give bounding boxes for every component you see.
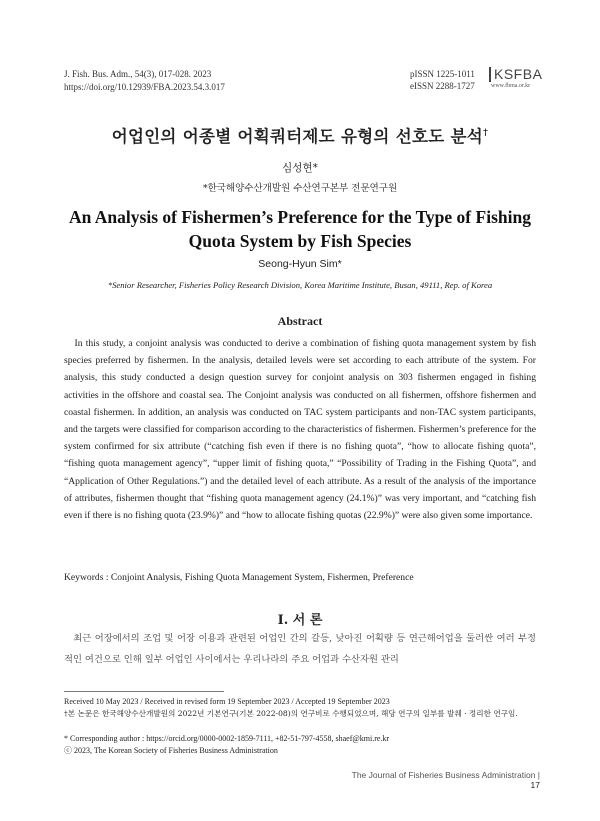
title-footnote-mark: † — [482, 127, 489, 139]
body-paragraph: 최근 어장에서의 조업 및 어장 이용과 관련된 어업인 간의 갈등, 낮아진 어획량 등 연근해어업을 둘러싼 여러 부정적인 여건으로 인해 일부 어업인 사이에서는 우리나라의 주요 어업과 수산자원 관리 — [64, 633, 536, 665]
journal-issue: J. Fish. Bus. Adm., 54(3), 017-028. 2023 — [64, 69, 212, 79]
logo-text: KSFBA — [489, 67, 539, 82]
footnote-divider — [64, 691, 224, 692]
footer-journal-name: The Journal of Fisheries Business Administration | — [351, 770, 540, 780]
copyright: ⓒ 2023, The Korean Society of Fisheries Business Administration — [64, 746, 278, 755]
title-english: An Analysis of Fishermen’s Preference for the Type of Fishing Quota System by Fish Species — [69, 207, 531, 251]
title-korean-text: 어업인의 어종별 어획쿼터제도 유형의 선호도 분석 — [111, 127, 483, 146]
society-logo — [489, 66, 543, 89]
pissn: pISSN 1225-1011 — [410, 69, 475, 79]
abstract-text: In this study, a conjoint analysis was conducted to derive a combination of fishing quota management system by fish species preferred by fishermen. In the analysis, detailed levels were set according to each attribute of the system. For analysis, this study conducted a design question survey for conjoint analysis on 303 fishermen engaged in fishing activities in the offshore and coastal sea. The Conjoint analysis was conducted on all fishermen, offshore fishermen and coastal fishermen. In addition, an analysis was conducted on TAC system participants and non-TAC system participants, and the targets were classified for comparison according to the characteristics of fishermen. Fishermen’s preference for the system confirmed for six attribute (“catching fish even if there is no fishing quota”, “how to allocate fishing quota”, “fishing quota management agency”, “upper limit of fishing quota,” “Possibility of Trading in the Fishing Quota”, and “Application of Other Regulations.”) and the detailed level of each attribute. As a result of the analysis of the importance of attributes, fishermen thought that “fishing quota management agency (24.1%)” was very important, and “catching fish even if there is no fishing quota (23.9%)” and “how to allocate fishing quotas (22.9%)” were also given some importance. — [64, 338, 536, 522]
eissn: eISSN 2288-1727 — [410, 81, 475, 91]
received-dates: Received 10 May 2023 / Received in revised form 19 September 2023 / Accepted 19 September 2023 — [64, 697, 390, 706]
issn-block — [410, 68, 475, 92]
logo-url[interactable]: www.fbma.or.kr — [491, 83, 531, 89]
author-korean: 심성현* — [282, 162, 318, 174]
page-number: 17 — [530, 780, 540, 790]
title-korean — [0, 123, 600, 147]
doi-link[interactable]: https://doi.org/10.12939/FBA.2023.54.3.017 — [64, 82, 225, 92]
affiliation-english: *Senior Researcher, Fisheries Policy Research Division, Korea Maritime Institute, Busan, 49111, Rep. of Korea — [107, 280, 493, 290]
section-heading-introduction: Ⅰ. 서 론 — [277, 613, 323, 628]
author-english: Seong-Hyun Sim* — [258, 258, 342, 270]
keywords: Keywords : Conjoint Analysis, Fishing Quota Management System, Fishermen, Preference — [64, 572, 414, 583]
journal-citation — [64, 68, 225, 94]
affiliation-korean: *한국해양수산개발원 수산연구본부 전문연구원 — [202, 183, 398, 194]
corresponding-author: * Corresponding author : https://orcid.org/0000-0002-1859-7111, +82-51-797-4558, shaef@kmi.re.kr — [64, 734, 390, 743]
page-footer — [340, 770, 540, 790]
funding-note: †본 논문은 한국해양수산개발원의 2022년 기본연구(기본 2022-08)의 연구비로 수행되었으며, 해당 연구의 일부를 발췌 · 정리한 연구임. — [64, 709, 518, 718]
abstract-heading: Abstract — [277, 314, 323, 328]
